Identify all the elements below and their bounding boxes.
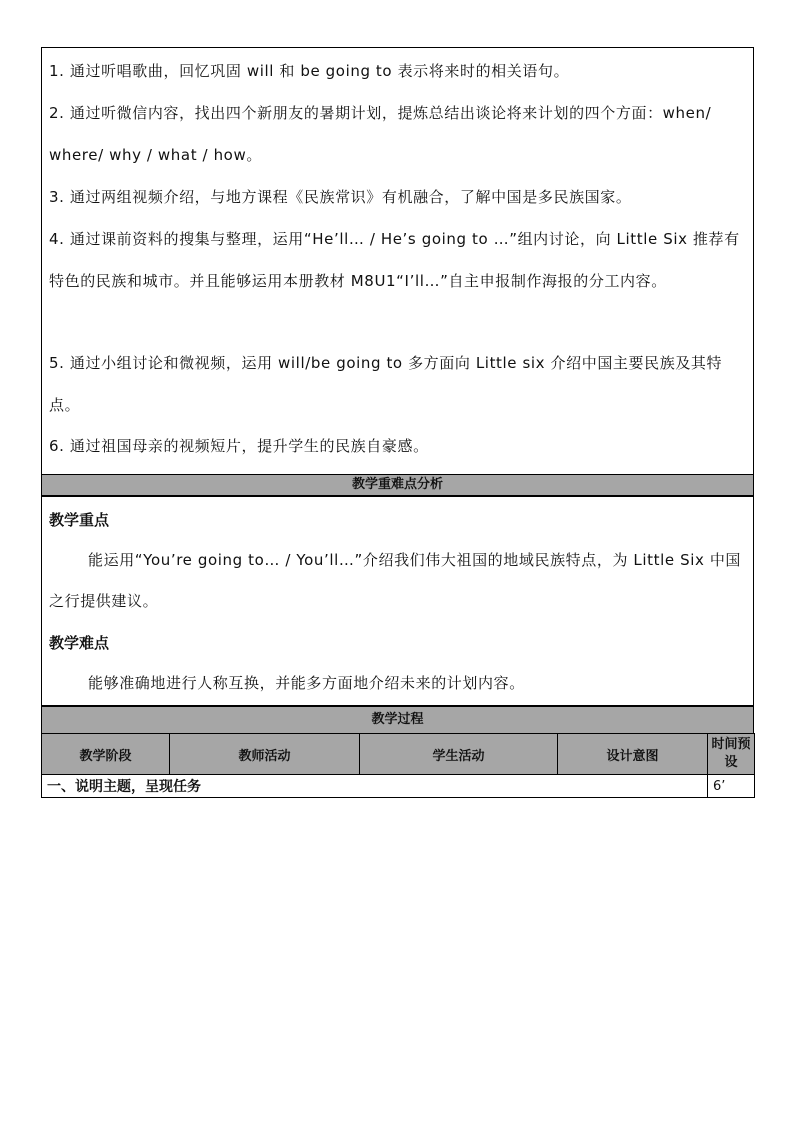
process-section-header: 教学过程	[41, 706, 754, 734]
difficult-point-text: 能够准确地进行人称互换，并能多方面地介绍未来的计划内容。	[88, 674, 525, 692]
time-cell: 6’	[708, 775, 755, 798]
header-stage: 教学阶段	[42, 734, 170, 775]
header-student-activity: 学生活动	[360, 734, 558, 775]
analysis-section-header: 教学重难点分析	[41, 474, 754, 496]
key-point-heading: 教学重点	[49, 511, 110, 529]
process-table-header-row	[42, 734, 755, 775]
objective-6: 6. 通过祖国母亲的视频短片，提升学生的民族自豪感。	[49, 437, 429, 455]
objective-3: 3. 通过两组视频介绍，与地方课程《民族常识》有机融合，了解中国是多民族国家。	[49, 188, 632, 206]
key-point-text: 能运用“You’re going to… / You’ll…”介绍我们伟大祖国的地域民族特点，为 Little Six 中国之行提供建议。	[49, 551, 742, 610]
stage-cell: 一、说明主题，呈现任务	[42, 775, 708, 798]
process-table	[41, 733, 755, 798]
header-time: 时间预设	[708, 734, 755, 775]
objective-1: 1. 通过听唱歌曲，回忆巩固 will 和 be going to 表示将来时的相关语句。	[49, 62, 570, 80]
objective-2: 2. 通过听微信内容，找出四个新朋友的暑期计划，提炼总结出谈论将来计划的四个方面：when/ where/ why / what / how。	[49, 104, 712, 164]
objective-5: 5. 通过小组讨论和微视频，运用 will/be going to 多方面向 Little six 介绍中国主要民族及其特点。	[49, 354, 723, 414]
table-row	[42, 775, 755, 798]
objective-4: 4. 通过课前资料的搜集与整理，运用“He’ll… / He’s going to …”组内讨论，向 Little Six 推荐有特色的民族和城市。并且能够运用本册教材 M8U1“I’ll…”自主申报制作海报的分工内容。	[49, 230, 740, 290]
header-teacher-activity: 教师活动	[170, 734, 360, 775]
objectives-box	[41, 47, 754, 475]
key-points-box	[41, 496, 754, 706]
difficult-point-heading: 教学难点	[49, 634, 110, 652]
header-design-intent: 设计意图	[558, 734, 708, 775]
